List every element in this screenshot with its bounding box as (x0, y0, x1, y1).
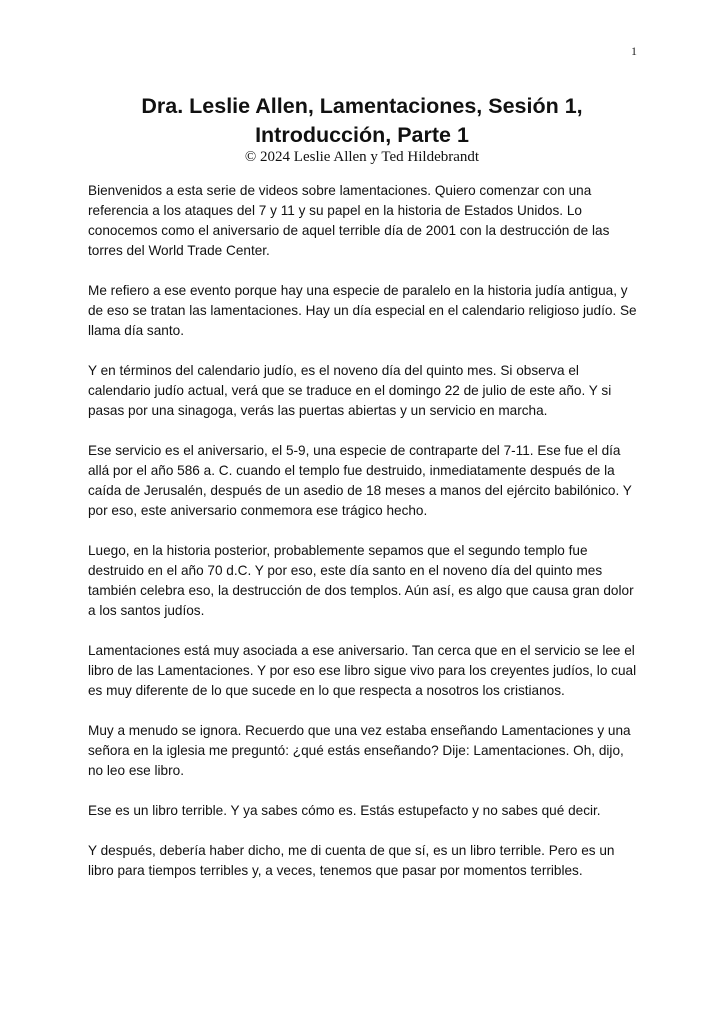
paragraph: Ese servicio es el aniversario, el 5-9, una especie de contraparte del 7-11. Ese fue el día allá por el año 586 a. C. cuando el templo fue destruido, inmediatamente después de la caída de Jerusalén, después de un asedio de 18 meses a manos del ejército babilónico. Y por eso, este aniversario conmemora ese trágico hecho. (88, 443, 632, 518)
paragraph: Y después, debería haber dicho, me di cuenta de que sí, es un libro terrible. Pero es un libro para tiempos terribles y, a veces, tenemos que pasar por momentos terribles. (88, 843, 615, 878)
document-body (88, 181, 640, 901)
paragraph: Bienvenidos a esta serie de videos sobre lamentaciones. Quiero comenzar con una referencia a los ataques del 7 y 11 y su papel en la historia de Estados Unidos. Lo conocemos como el aniversario de aquel terrible día de 2001 con la destrucción de las torres del World Trade Center. (88, 183, 610, 258)
title-line-2: Introducción, Parte 1 (255, 123, 469, 147)
paragraph: Luego, en la historia posterior, probablemente sepamos que el segundo templo fue destruido en el año 70 d.C. Y por eso, este día santo en el noveno día del quinto mes también celebra eso, la destrucción de dos templos. Aún así, es algo que causa gran dolor a los santos judíos. (88, 543, 634, 618)
paragraph: Lamentaciones está muy asociada a ese aniversario. Tan cerca que en el servicio se lee el libro de las Lamentaciones. Y por eso ese libro sigue vivo para los creyentes judíos, lo cual es muy diferente de lo que sucede en lo que respecta a nosotros los cristianos. (88, 643, 637, 698)
paragraph: Me refiero a ese evento porque hay una especie de paralelo en la historia judía antigua, y de eso se tratan las lamentaciones. Hay un día especial en el calendario religioso judío. Se llama día santo. (88, 283, 637, 338)
paragraph: Y en términos del calendario judío, es el noveno día del quinto mes. Si observa el calendario judío actual, verá que se traduce en el domingo 22 de julio de este año. Y si pasas por una sinagoga, verás las puertas abiertas y un servicio en marcha. (88, 363, 612, 418)
paragraph: Ese es un libro terrible. Y ya sabes cómo es. Estás estupefacto y no sabes qué decir. (88, 803, 601, 818)
copyright-line: © 2024 Leslie Allen y Ted Hildebrandt (244, 149, 480, 165)
page-number: 1 (631, 44, 637, 58)
paragraph: Muy a menudo se ignora. Recuerdo que una vez estaba enseñando Lamentaciones y una señora en la iglesia me preguntó: ¿qué estás enseñando? Dije: Lamentaciones. Oh, dijo, no leo ese libro. (88, 723, 631, 778)
document-title (0, 92, 724, 150)
title-line-1: Dra. Leslie Allen, Lamentaciones, Sesión 1, (141, 94, 583, 118)
